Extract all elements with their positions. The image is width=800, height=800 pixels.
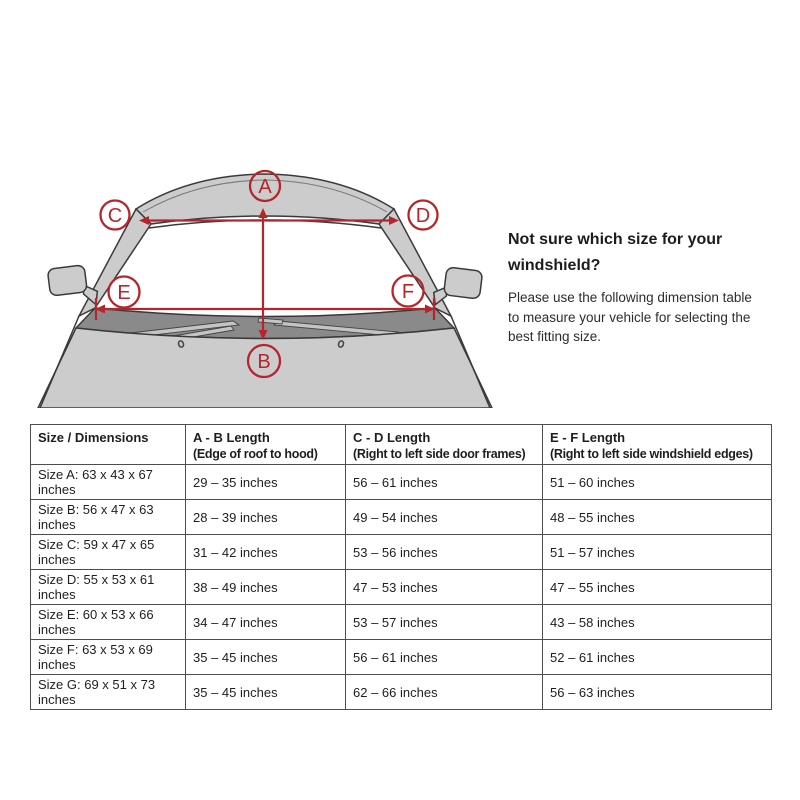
cell-size-name: Size A: 63 x 43 x 67 inches — [31, 465, 186, 500]
cell-cd-range: 47 – 53 inches — [346, 570, 543, 605]
label-f-letter: F — [401, 281, 415, 303]
cell-ab-range: 31 – 42 inches — [186, 535, 346, 570]
cell-size-name: Size E: 60 x 53 x 66 inches — [31, 605, 186, 640]
cell-cd-range: 49 – 54 inches — [346, 500, 543, 535]
label-a-letter: A — [258, 176, 272, 198]
cell-ab-range: 34 – 47 inches — [186, 605, 346, 640]
cell-ab-range: 29 – 35 inches — [186, 465, 346, 500]
cell-size-name: Size D: 55 x 53 x 61 inches — [31, 570, 186, 605]
cell-ab-range: 35 – 45 inches — [186, 675, 346, 710]
cell-size-name: Size B: 56 x 47 x 63 inches — [31, 500, 186, 535]
cell-ef-range: 47 – 55 inches — [543, 570, 772, 605]
cell-cd-range: 53 – 57 inches — [346, 605, 543, 640]
instruction-text: Please use the following dimension table to measure your vehicle for selecting the best fitting size. — [508, 290, 752, 344]
label-d-badge — [409, 201, 438, 230]
size-help-text-block — [508, 227, 766, 347]
cell-ef-range: 52 – 61 inches — [543, 640, 772, 675]
cell-ef-range: 51 – 60 inches — [543, 465, 772, 500]
cell-ab-range: 38 – 49 inches — [186, 570, 346, 605]
cell-size-name: Size F: 63 x 53 x 69 inches — [31, 640, 186, 675]
table-row — [31, 465, 772, 500]
cell-size-name: Size C: 59 x 47 x 65 inches — [31, 535, 186, 570]
cell-cd-range: 53 – 56 inches — [346, 535, 543, 570]
label-c-badge — [101, 201, 130, 230]
cell-cd-range: 56 – 61 inches — [346, 640, 543, 675]
table-row — [31, 640, 772, 675]
label-d-letter: D — [415, 205, 431, 227]
dimension-table — [30, 424, 772, 710]
table-header-row — [31, 425, 772, 465]
cell-cd-range: 56 – 61 inches — [346, 465, 543, 500]
table-row — [31, 535, 772, 570]
label-b-letter: B — [257, 351, 271, 373]
cell-cd-range: 62 – 66 inches — [346, 675, 543, 710]
cell-ab-range: 35 – 45 inches — [186, 640, 346, 675]
cell-ef-range: 48 – 55 inches — [543, 500, 772, 535]
label-e-letter: E — [117, 282, 131, 304]
cell-ab-range: 28 – 39 inches — [186, 500, 346, 535]
table-row — [31, 500, 772, 535]
table-row — [31, 675, 772, 710]
column-header-cd-length: C - D Length (Right to left side door frames) — [346, 425, 543, 465]
table-row — [31, 570, 772, 605]
column-header-ab-length: A - B Length (Edge of roof to hood) — [186, 425, 346, 465]
windshield-measurement-diagram — [35, 155, 495, 408]
page-title: Not sure which size for your windshield? — [508, 231, 723, 274]
cell-ef-range: 51 – 57 inches — [543, 535, 772, 570]
table-row — [31, 605, 772, 640]
label-c-letter: C — [107, 205, 123, 227]
column-header-ef-length: E - F Length (Right to left side windshield edges) — [543, 425, 772, 465]
cell-ef-range: 43 – 58 inches — [543, 605, 772, 640]
cell-ef-range: 56 – 63 inches — [543, 675, 772, 710]
cell-size-name: Size G: 69 x 51 x 73 inches — [31, 675, 186, 710]
column-header-size: Size / Dimensions — [31, 425, 186, 465]
car-front-diagram — [35, 155, 495, 408]
